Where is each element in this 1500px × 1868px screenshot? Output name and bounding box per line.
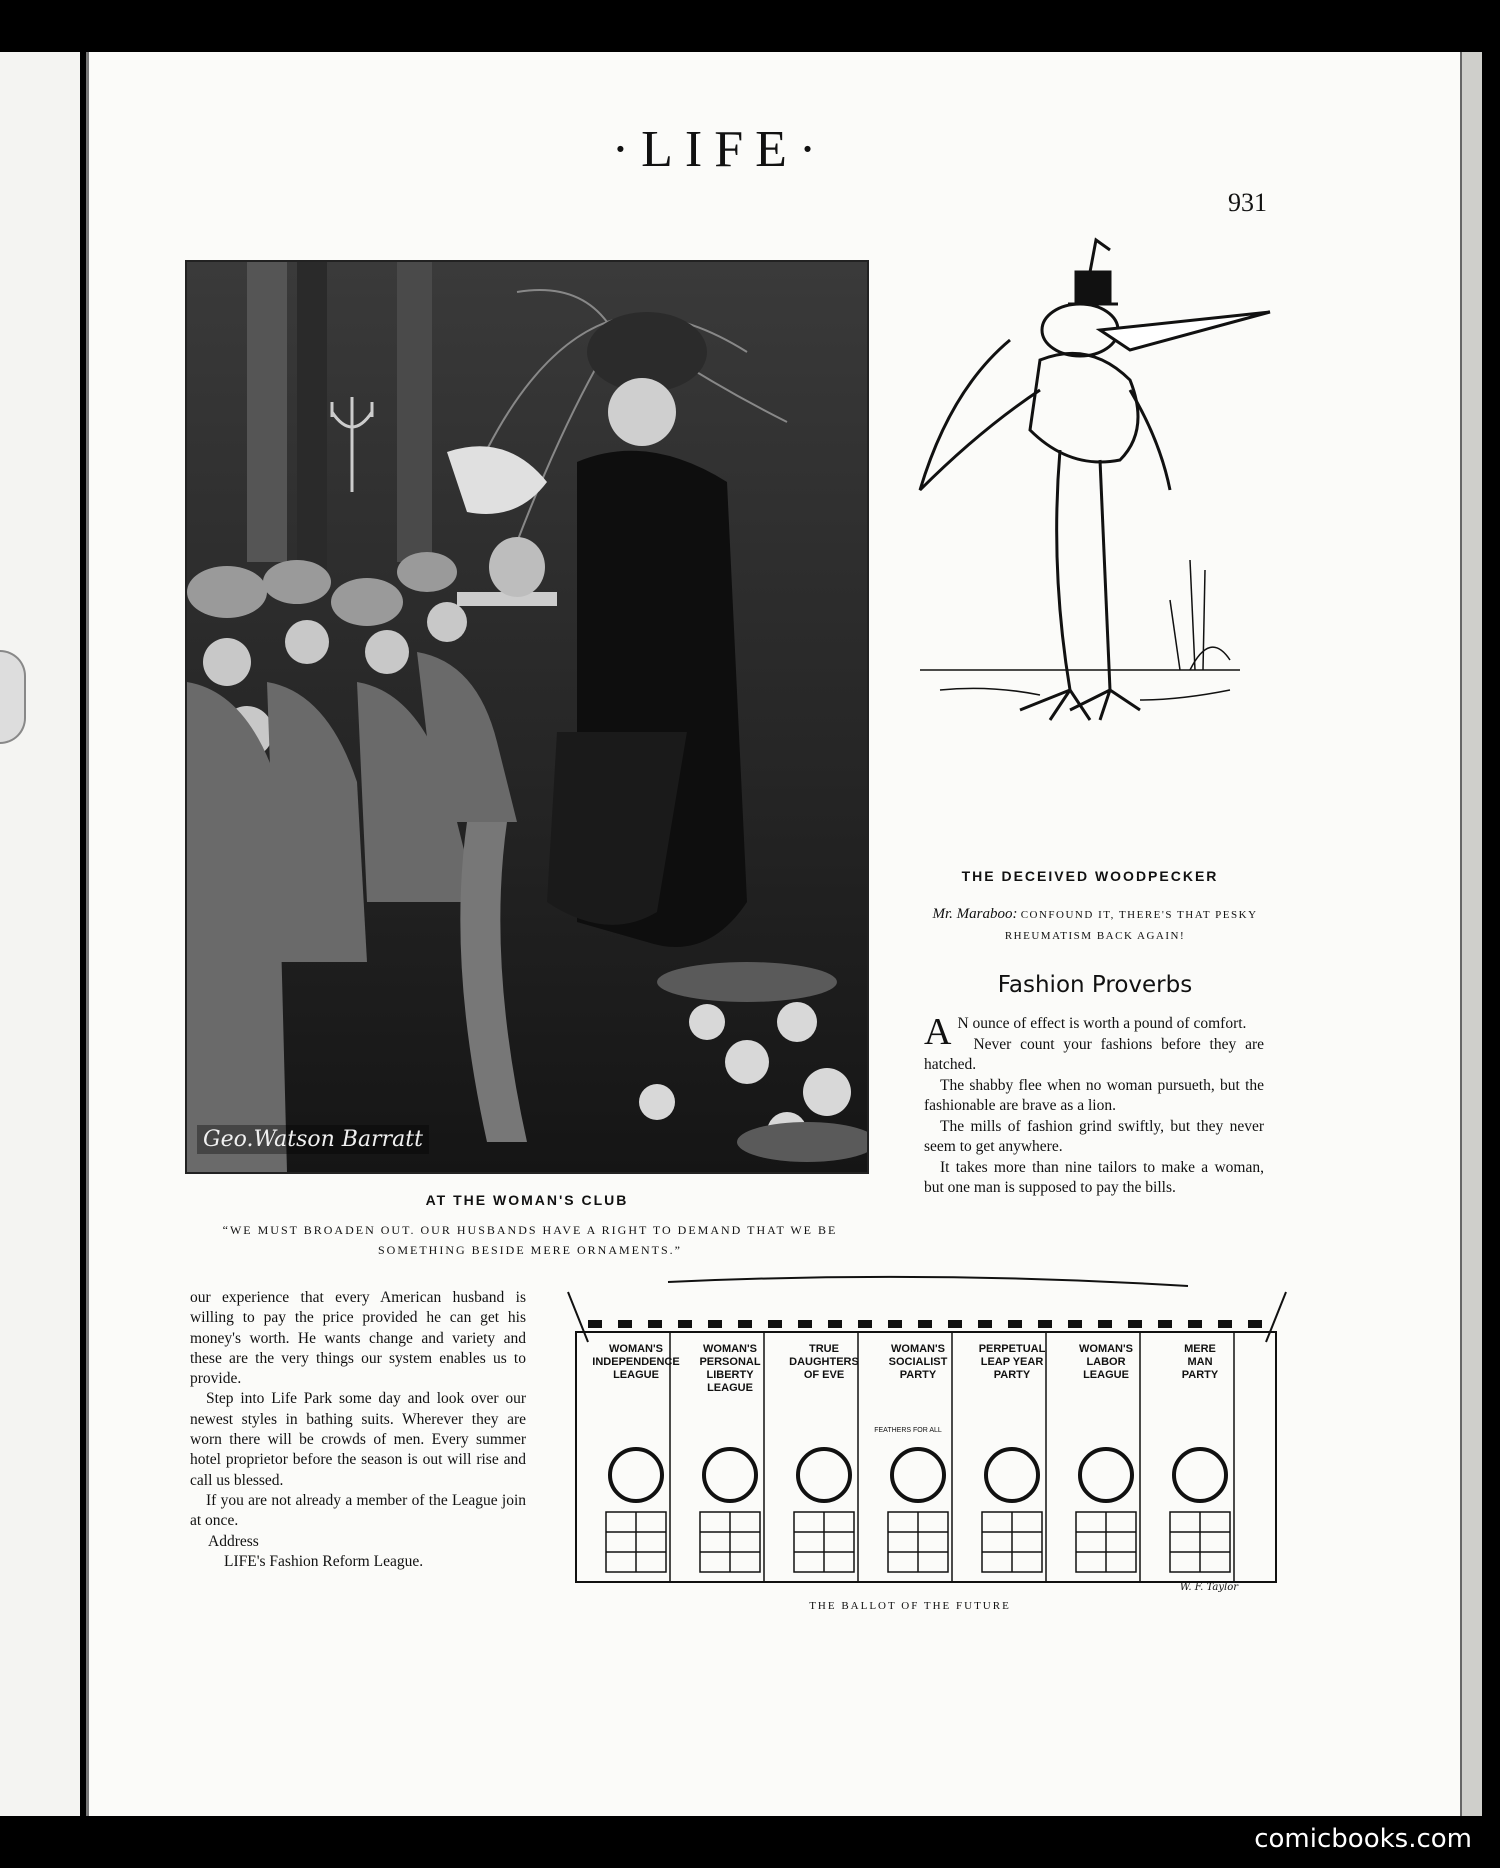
ballot-party-label: PARTY (993, 1369, 1031, 1381)
body-paragraph: If you are not already a member of the League join at once. (190, 1491, 526, 1530)
ballot-artist-signature: W. F. Taylor (1179, 1582, 1238, 1593)
ballot-caption: THE BALLOT OF THE FUTURE (809, 1600, 1011, 1612)
masthead: ·LIFE· (611, 121, 829, 178)
marabou-stork-cartoon (900, 230, 1280, 840)
ballot-party-label: MAN (1187, 1356, 1213, 1368)
fashion-league-text (190, 1288, 526, 1572)
previous-page-edge (0, 52, 80, 1816)
ballot-party-label: PARTY (1181, 1369, 1219, 1381)
illustration-title: AT THE WOMAN'S CLUB (425, 1192, 629, 1208)
ballot-party-label: LEAGUE (613, 1369, 659, 1381)
ballot-party-label: INDEPENDENCE (592, 1356, 680, 1368)
womans-club-illustration (185, 260, 869, 1174)
ballot-party-label: LIBERTY (706, 1369, 754, 1381)
ballot-party-label: LABOR (1086, 1356, 1126, 1368)
ballot-party-label: OF EVE (803, 1369, 845, 1381)
ballot-party-label: WOMAN'S (609, 1343, 663, 1355)
proverb-paragraph: It takes more than nine tailors to make a woman, but one man is supposed to pay the bills. (924, 1158, 1264, 1196)
site-watermark: comicbooks.com (1254, 1824, 1472, 1854)
ballot-party-label: MERE (1184, 1343, 1216, 1355)
proverb-paragraph: A N ounce of effect is worth a pound of comfort. (924, 1011, 1247, 1053)
page-ornament (0, 650, 26, 744)
ballot-party-label: WOMAN'S (703, 1343, 757, 1355)
proverb-paragraph: The mills of fashion grind swiftly, but they never seem to get anywhere. (924, 1117, 1264, 1155)
feathers-label: FEATHERS FOR ALL (874, 1427, 942, 1434)
address-label: Address (208, 1532, 259, 1550)
proverbs-text (924, 1011, 1264, 1199)
ballot-party-label: PERSONAL (699, 1356, 761, 1368)
proverbs-heading: Fashion Proverbs (997, 972, 1193, 998)
artist-signature: Geo.Watson Barratt (197, 1125, 429, 1154)
proverb-paragraph: The shabby flee when no woman pursueth, but the fashionable are brave as a lion. (924, 1076, 1264, 1114)
league-name: LIFE's Fashion Reform League. (224, 1552, 424, 1570)
body-paragraph: Step into Life Park some day and look over our newest styles in bathing suits. Wherever they are worn there will be crowds of men. Every summer hotel proprietor before the season is out will rise and call us blessed. (190, 1390, 526, 1489)
ballot-party-label: LEAGUE (1083, 1369, 1129, 1381)
cartoon-caption (920, 904, 1270, 946)
ballot-party-label: TRUE (809, 1343, 839, 1355)
proverb-paragraph: Never count your fashions before they are hatched. (924, 1035, 1264, 1073)
page-binding-edge (1460, 52, 1482, 1816)
ballot-party-label: LEAGUE (707, 1382, 753, 1394)
illustration-quote: “WE MUST BROADEN OUT. OUR HUSBANDS HAVE A RIGHT TO DEMAND THAT WE BE SOMETHING BESIDE MERE ORNAMENTS.” (222, 1223, 838, 1257)
body-paragraph: our experience that every American husband is willing to pay the price provided he can get his money's worth. He wants change and variety and these are the very things our system enables us to provide. (190, 1289, 526, 1388)
ballot-party-label: SOCIALIST (888, 1356, 948, 1368)
cartoon-quote: CONFOUND IT, THERE'S THAT PESKY RHEUMATISM BACK AGAIN! (1004, 909, 1258, 942)
ballot-party-label: WOMAN'S (891, 1343, 945, 1355)
cartoon-speaker: Mr. Maraboo: (932, 906, 1018, 922)
cartoon-title: THE DECEIVED WOODPECKER (961, 868, 1219, 884)
ballot-party-label: DAUGHTERS (789, 1356, 859, 1368)
ballot-party-label: WOMAN'S (1079, 1343, 1133, 1355)
ballot-party-label: LEAP YEAR (980, 1356, 1044, 1368)
page-number: 931 (1228, 188, 1267, 217)
ballot-party-label: PARTY (899, 1369, 937, 1381)
drop-cap: A (924, 1011, 952, 1053)
ballot-illustration (548, 1272, 1306, 1602)
ballot-party-label: PERPETUAL (978, 1343, 1046, 1355)
womans-club-drawing (187, 262, 867, 1172)
